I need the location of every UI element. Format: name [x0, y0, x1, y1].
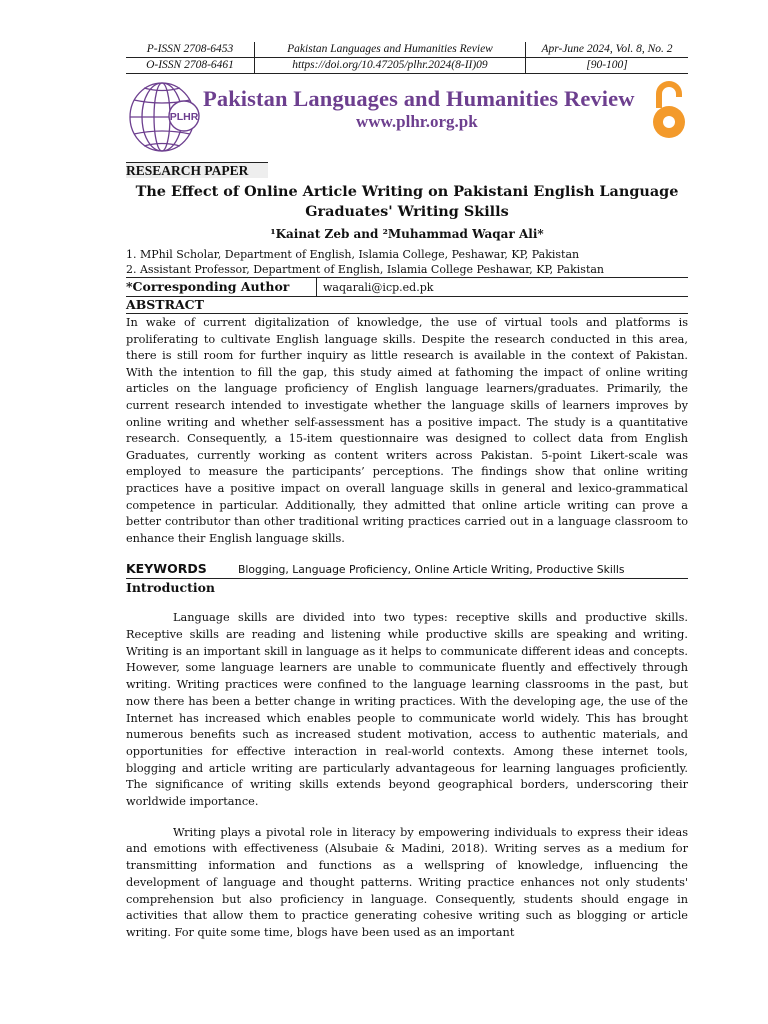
- oissn: O-ISSN 2708-6461: [126, 58, 255, 74]
- keywords-label: KEYWORDS: [126, 561, 207, 577]
- banner-title: Pakistan Languages and Humanities Review: [203, 86, 635, 111]
- journal-name: Pakistan Languages and Humanities Review: [255, 42, 526, 58]
- keywords-row: [126, 561, 688, 579]
- body-paragraph-2: Writing plays a pivotal role in literacy by empowering individuals to express their ideas and emotions with effectiveness (Alsubaie & Madini, 2018). Writing serves as a medium for transmitting information and functions as a wellspring of knowledge, influencing the development of language and thought patterns. Writing practice enhances not only students' comprehension but also proficiency in language. Consequently, students should engage in activities that allow them to practice generating cohesive writing such as blogging or article writing. For quite some time, blogs have been used as an important: [126, 825, 688, 939]
- paper-type-label: RESEARCH PAPER: [126, 162, 268, 178]
- journal-header-table: [126, 42, 688, 74]
- abstract-heading: ABSTRACT: [126, 297, 688, 314]
- affiliation-1: 1. MPhil Scholar, Department of English, Islamia College, Peshawar, KP, Pakistan: [126, 248, 580, 261]
- page-range: [90-100]: [526, 58, 689, 74]
- paper-authors: ¹Kainat Zeb and ²Muhammad Waqar Ali*: [270, 227, 544, 241]
- paper-page: [126, 42, 688, 942]
- corresponding-author-row: [126, 278, 688, 297]
- logo-text: PLHR: [169, 111, 199, 123]
- body-paragraph-1: Language skills are divided into two types: receptive skills and productive skills. Receptive skills are reading and listening while productive skills are speaking and writing. Writing is an important skill in language as it helps to communicate different ideas and concepts. However, some language learners are unable to communicate fluently and effectively through writing. Writing practices were confined to the language learning classrooms in the past, but now there has been a better change in writing practices. With the developing age, the use of the Internet has increased which enables people to communicate world widely. This has brought numerous benefits such as increased student motivation, access to authentic materials, and opportunities for effective interaction in real-world contexts. Among these internet tools, blogging and article writing are particularly advantageous for learning languages proficiently. The significance of writing skills extends beyond geographical borders, underscoring their worldwide importance.: [126, 611, 688, 809]
- doi-link[interactable]: https://doi.org/10.47205/plhr.2024(8-II)09: [255, 58, 526, 74]
- pissn: P-ISSN 2708-6453: [146, 43, 234, 55]
- introduction-heading: Introduction: [126, 580, 216, 596]
- issue-info: Apr-June 2024, Vol. 8, No. 2: [541, 43, 673, 55]
- corresponding-email[interactable]: waqarali@icp.ed.pk: [323, 280, 434, 294]
- keywords-value: Blogging, Language Proficiency, Online Article Writing, Productive Skills: [238, 563, 625, 577]
- affiliations: [126, 248, 688, 278]
- paper-title: The Effect of Online Article Writing on Pakistani English Language Graduates' Writing Skills: [135, 183, 679, 220]
- plhr-globe-logo: [126, 80, 206, 156]
- open-access-icon: [650, 80, 688, 142]
- banner-url[interactable]: www.plhr.org.pk: [356, 112, 478, 131]
- abstract-text: In wake of current digitalization of knowledge, the use of virtual tools and platforms is proliferating to cultivate English language skills. Despite the research conducted in this area, there is still room for further inquiry as little research is available in the context of Pakistan. With the intention to fill the gap, this study aimed at fathoming the impact of online writing articles on the language proficiency of English language learners/graduates. Primarily, the current research intended to investigate whether the language skills of learners improves by online writing and whether self-assessment has a positive impact. The study is a quantitative research. Consequently, a 15-item questionnaire was designed to collect data from English Graduates, currently working as content writers across Pakistan. 5-point Likert-scale was employed to measure the participants’ perceptions. The findings show that online writing practices have a positive impact on overall language skills in general and lexico-grammatical competence in particular. Additionally, they admitted that online article writing can prove a better contributor than other traditional writing practices carried out in a language classroom to enhance their English language skills.: [126, 316, 688, 545]
- journal-banner: [126, 80, 688, 156]
- affiliation-2: 2. Assistant Professor, Department of English, Islamia College Peshawar, KP, Pakistan: [126, 263, 688, 279]
- corresponding-author-label: *Corresponding Author: [126, 278, 317, 296]
